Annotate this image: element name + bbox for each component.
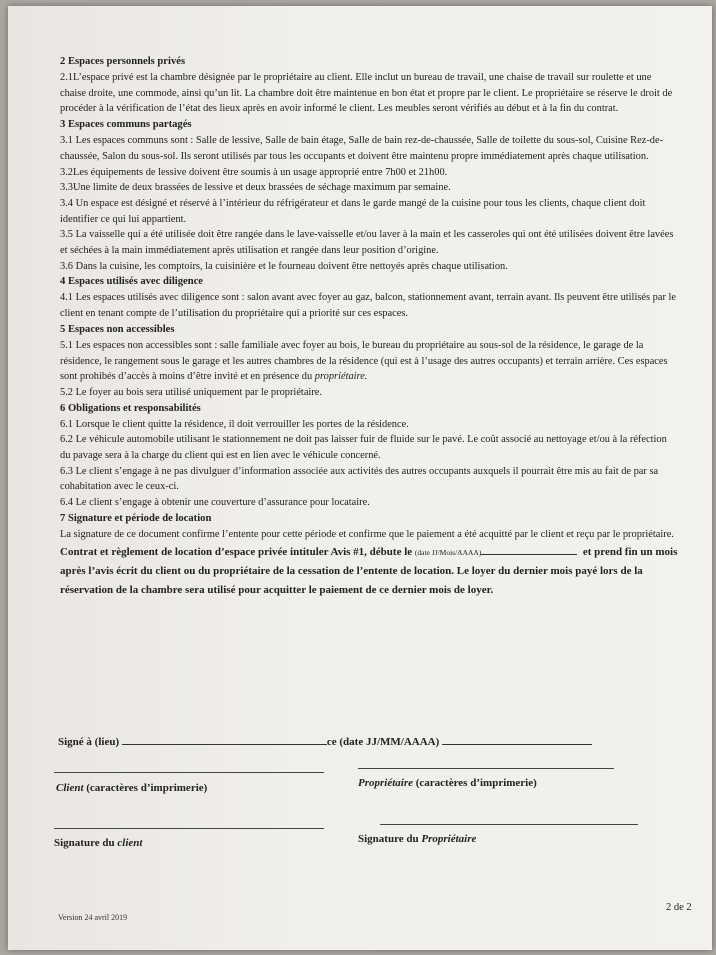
paragraph-6-3: 6.3 Le client s’engage à ne pas divulguer d’information associée aux activités des autres occupants auxquels il pourrait être mis au fait de par sa cohabitation avec le ceux-ci. [60,465,659,493]
paragraph-4-1: 4.1 Les espaces utilisés avec diligence sont : salon avant avec foyer au gaz, balcon, stationnement avant, terrain avant. Ils peuvent être utilisés par le client en tenant compte de l’utilisation du propriétaire qui a priorité sur ces espaces. [60,292,676,320]
paragraph-3-5: 3.5 La vaisselle qui a été utilisée doit être rangée dans le lave-vaisselle et/ou laver à la main et les casseroles qui ont été utilisées doivent être lavées et séchées à la main immédiatement après utilisation et rangée dans leur position d’origine. [60,229,674,257]
paragraph-6-2: 6.2 Le véhicule automobile utilisant le stationnement ne doit pas laisser fuir de fluide sur le pavé. Le coût associé au nettoyage et/ou à la réfection du pavage sera à la charge du client qui est en lien avec le véhicule concerné. [60,434,667,462]
paragraph-3-6: 3.6 Dans la cuisine, les comptoirs, la cuisinière et le fourneau doivent être nettoyés après chaque utilisation. [60,260,508,272]
section-heading-7: 7 Signature et période de location [60,512,212,524]
client-name-label: Client (caractères d’imprimerie) [56,782,208,794]
signed-date-blank[interactable] [442,736,592,745]
client-name-line[interactable] [54,772,324,773]
paragraph-3-2: 3.2Les équipements de lessive doivent être soumis à un usage approprié entre 7h00 et 21h00. [60,166,448,178]
contract-lead: Contrat et règlement de location d’espace privée intituler Avis #1, débute le [60,545,415,558]
section-heading-4: 4 Espaces utilisés avec diligence [60,276,204,288]
owner-name-line[interactable] [358,768,614,769]
section-heading-2: 2 Espaces personnels privés [60,56,186,67]
paragraph-3-4: 3.4 Un espace est désigné et réservé à l’intérieur du réfrigérateur et dans le garde mangé de la cuisine pour tous les clients, chaque client doit identifier ce qui lui appartient. [60,197,646,225]
contract-rest: prend fin un mois après l’avis écrit du client ou du propriétaire de la cessation de l’entente de location. Le loyer du dernier mois payé lors de la réservation de la chambre sera utilisé pour acquitter le paiement de ce dernier mois de loyer. [60,545,678,596]
paragraph-3-1: 3.1 Les espaces communs sont : Salle de lessive, Salle de bain étage, Salle de bain rez-de-chaussée, Salle de toilette du sous-sol, Cuisine Rez-de-chaussée, Salon du sous-sol. Ils seront utilisés par tous les occupants et doivent être maintenu propre immédiatement après chaque utilisation. [60,135,664,162]
owner-signature-line[interactable] [380,824,638,825]
owner-name-label: Propriétaire (caractères d’imprimerie) [358,777,537,789]
paragraph-5-1-italic: propriétaire. [314,371,368,383]
paragraph-5-2: 5.2 Le foyer au bois sera utilisé uniquement par le propriétaire. [60,386,322,398]
version-footer: Version 24 avril 2019 [58,913,128,922]
page-number: 2 de 2 [666,902,692,913]
contract-date-blank[interactable] [481,546,577,555]
client-signature-label: Signature du client [54,837,143,849]
paragraph-7-1: La signature de ce document confirme l’entente pour cette période et confirme que le paiement a été acquitté par le client et reçu par le propriétaire. [60,528,674,540]
paragraph-5-1 [60,338,678,385]
document-body [60,54,678,600]
section-heading-5: 5 Espaces non accessibles [60,323,175,335]
paragraph-3-3: 3.3Une limite de deux brassées de lessive et deux brassées de séchage maximum par semaine. [60,182,451,194]
client-signature-line[interactable] [54,828,324,829]
section-heading-3: 3 Espaces communs partagés [60,119,192,131]
signed-date-label: ce (date JJ/MM/AAAA) [326,736,440,748]
paragraph-2-1: 2.1L’espace privé est la chambre désignée par le propriétaire au client. Elle inclut un bureau de travail, une chaise de travail sur roulette et une chaise droite, une commode, ainsi qu’un lit. La chambre doit être maintenue en bon état et propre par le client. Le propriétaire se réserve le droit de procéder à la vérification de l’état des lieux après en avoir informé le client. Les meubles seront vérifiés au début et à la fin du contrat. [60,72,673,115]
signed-at-blank[interactable] [122,736,327,745]
signed-at-row [58,736,592,748]
paragraph-5-1-text: 5.1 Les espaces non accessibles sont : salle familiale avec foyer au bois, le bureau du propriétaire au sous-sol de la résidence, le garage de la résidence, le rangement sous le garage et les autres chambres de la résidence (qui est à l’usage des autres occupants) et terrain arrière. Ces espaces sont prohibés d’accès à moins d’être invité et en présence du [60,339,668,383]
contract-statement [60,543,678,600]
contract-et: et [582,545,592,558]
owner-signature-label: Signature du Propriétaire [358,833,477,845]
section-heading-6: 6 Obligations et responsabilités [60,402,201,414]
contract-date-hint: (date JJ/Mois/AAAA) [414,547,482,557]
document-page [8,6,712,950]
paragraph-6-1: 6.1 Lorsque le client quitte la résidence, il doit verrouiller les portes de la résidence. [60,418,409,430]
paragraph-6-4: 6.4 Le client s’engage à obtenir une couverture d’assurance pour locataire. [60,497,370,509]
signed-at-label: Signé à (lieu) [58,736,120,748]
